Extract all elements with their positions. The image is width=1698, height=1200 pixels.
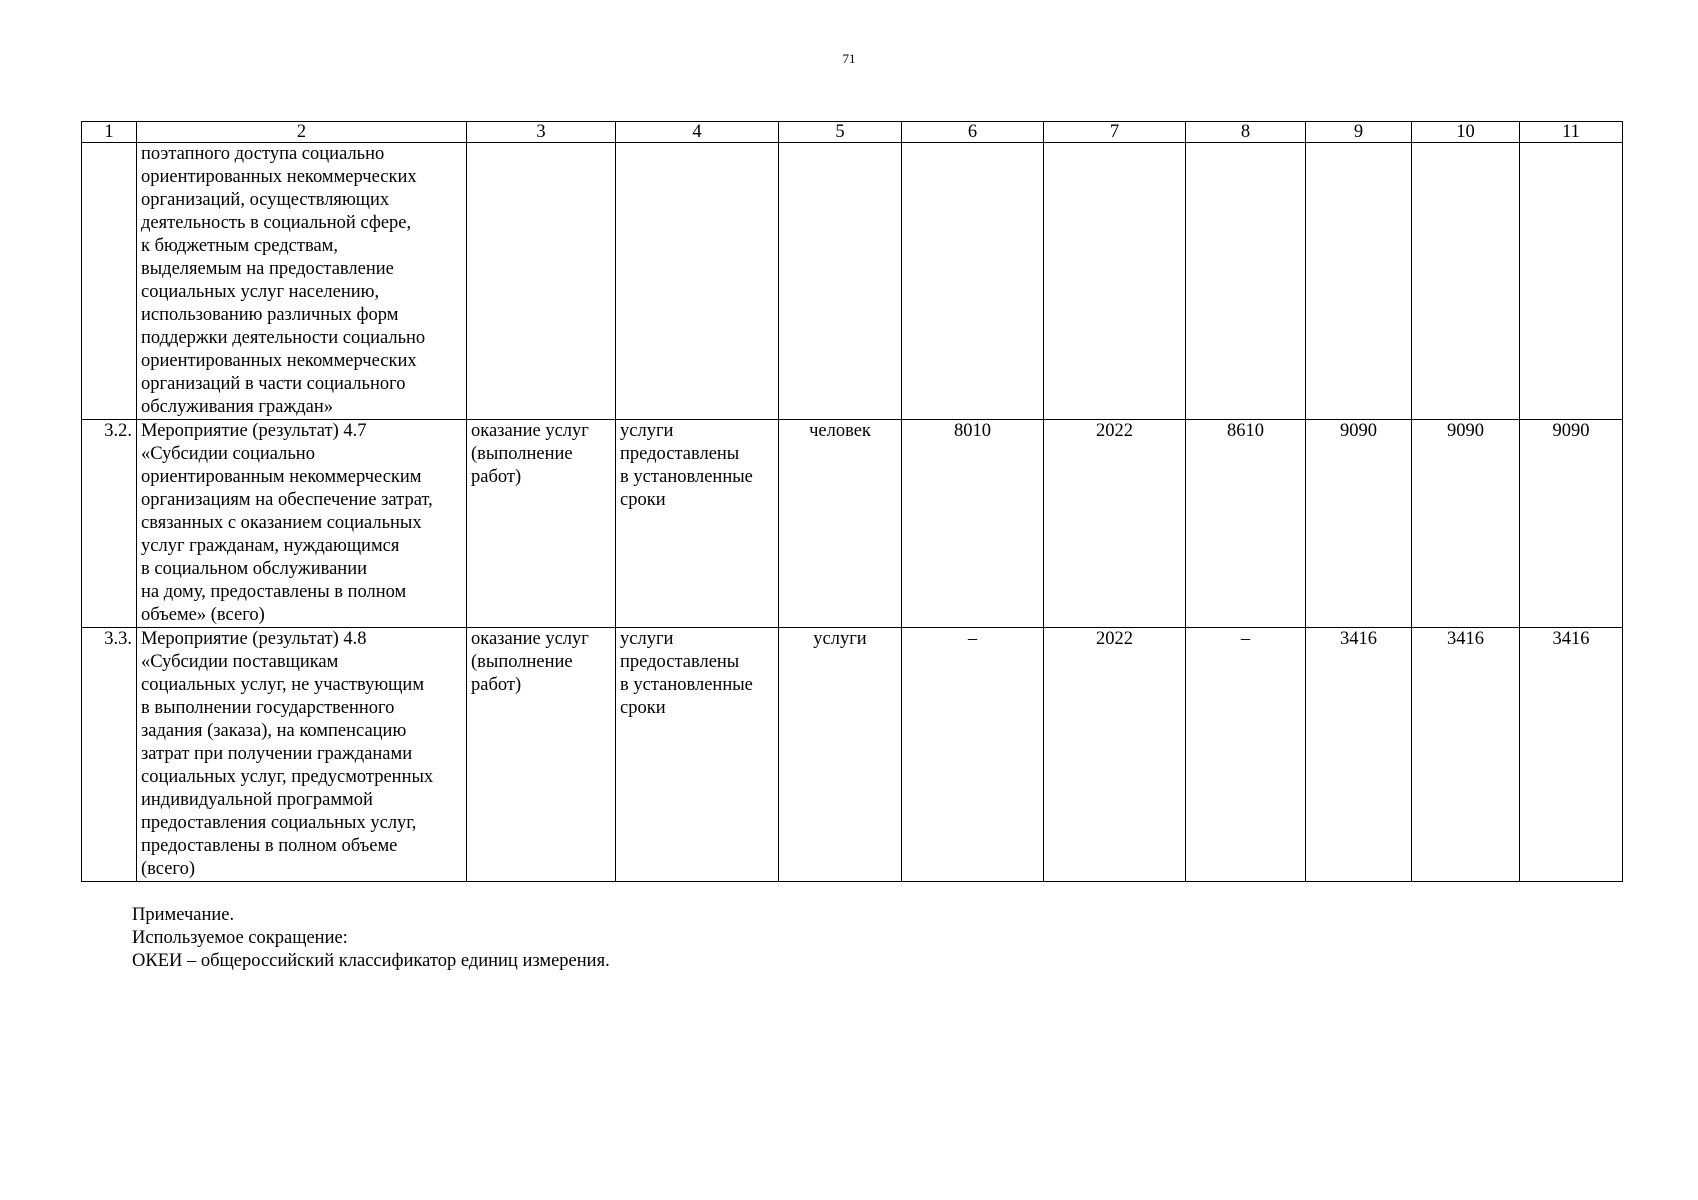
value-col11-cell: 9090 [1520,420,1623,628]
base-year-cell: 2022 [1044,628,1186,882]
event-name-cell: Мероприятие (результат) 4.8 «Субсидии поставщикам социальных услуг, не участвующим в выполнении государственного задания (заказа), на компенсацию затрат при получении гражданами социальных услуг, предусмотренных индивидуальной программой предоставления социальных услуг, предоставлены в полном объеме (всего) [137,628,467,882]
value-col8-cell [1186,143,1306,420]
column-header-1: 1 [82,122,137,143]
notes-abbreviation-okei: ОКЕИ – общероссийский классификатор единиц измерения. [132,951,610,971]
column-header-5: 5 [779,122,902,143]
event-name-cell: Мероприятие (результат) 4.7 «Субсидии социально ориентированным некоммерческим организациям на обеспечение затрат, связанных с оказанием социальных услуг гражданам, нуждающимся в социальном обслуживании на дому, предоставлены в полном объеме» (всего) [137,420,467,628]
column-header-8: 8 [1186,122,1306,143]
column-header-10: 10 [1412,122,1520,143]
table-row-3-2 [82,420,1623,628]
characteristic-cell: услуги предоставлены в установленные сроки [616,628,779,882]
value-col9-cell: 9090 [1306,420,1412,628]
base-year-cell: 2022 [1044,420,1186,628]
value-col10-cell [1412,143,1520,420]
base-year-cell [1044,143,1186,420]
column-header-2: 2 [137,122,467,143]
header-row [82,122,1623,143]
base-value-cell: 8010 [902,420,1044,628]
column-header-3: 3 [467,122,616,143]
page-number: 71 [842,51,856,66]
characteristic-cell [616,143,779,420]
column-header-11: 11 [1520,122,1623,143]
value-col11-cell: 3416 [1520,628,1623,882]
unit-cell: человек [779,420,902,628]
notes-title: Примечание. [132,905,235,925]
event-name-cell: поэтапного доступа социально ориентированных некоммерческих организаций, осуществляющих деятельность в социальной сфере, к бюджетным средствам, выделяемым на предоставление социальных услуг населению, использованию различных форм поддержки деятельности социально ориентированных некоммерческих организаций в части социального обслуживания граждан» [137,143,467,420]
value-col10-cell: 9090 [1412,420,1520,628]
value-col8-cell: 8610 [1186,420,1306,628]
table-row-continuation [82,143,1623,420]
event-type-cell: оказание услуг (выполнение работ) [467,628,616,882]
characteristic-cell: услуги предоставлены в установленные сроки [616,420,779,628]
value-col11-cell [1520,143,1623,420]
event-type-cell [467,143,616,420]
table-row-3-3 [82,628,1623,882]
unit-cell [779,143,902,420]
row-number-cell: 3.3. [82,628,137,882]
base-value-cell: – [902,628,1044,882]
value-col8-cell: – [1186,628,1306,882]
row-number-cell [82,143,137,420]
column-header-9: 9 [1306,122,1412,143]
results-table [81,121,1623,882]
notes-block [132,904,610,973]
value-col9-cell [1306,143,1412,420]
value-col10-cell: 3416 [1412,628,1520,882]
column-header-7: 7 [1044,122,1186,143]
base-value-cell [902,143,1044,420]
event-type-cell: оказание услуг (выполнение работ) [467,420,616,628]
unit-cell: услуги [779,628,902,882]
row-number-cell: 3.2. [82,420,137,628]
column-header-4: 4 [616,122,779,143]
value-col9-cell: 3416 [1306,628,1412,882]
notes-abbreviation-intro: Используемое сокращение: [132,928,348,948]
column-header-6: 6 [902,122,1044,143]
